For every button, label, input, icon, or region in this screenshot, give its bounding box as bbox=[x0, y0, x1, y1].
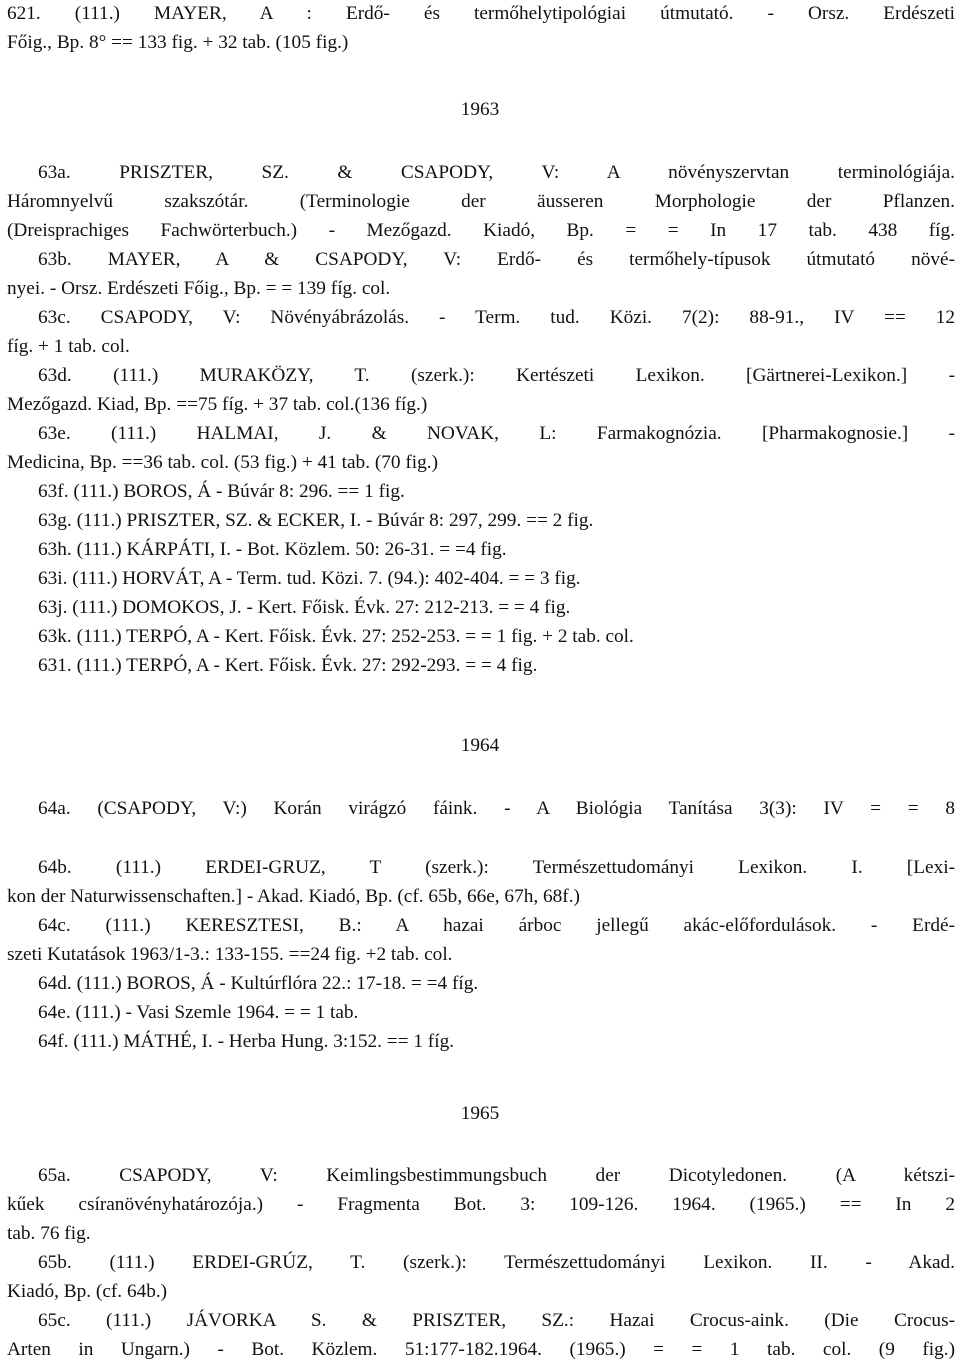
text-line: Arten in Ungarn.) - Bot. Közlem. 51:177-182.1964. (1965.) = = 1 tab. col. (9 fig.) bbox=[7, 1339, 955, 1360]
text-line: kűek csíranövényhatározója.) - Fragmenta Bot. 3: 109-126. 1964. (1965.) == In 2 bbox=[7, 1194, 955, 1215]
text-line: 64e. (111.) - Vasi Szemle 1964. = = 1 tab. bbox=[38, 1002, 359, 1023]
text-line: 65b. (111.) ERDEI-GRÚZ, T. (szerk.): Természettudományi Lexikon. II. - Akad. bbox=[38, 1252, 955, 1273]
year-heading: 1965 bbox=[460, 1103, 500, 1124]
text-line: 63e. (111.) HALMAI, J. & NOVAK, L: Farmakognózia. [Pharmakognosie.] - bbox=[38, 423, 955, 444]
text-line: 63h. (111.) KÁRPÁTI, I. - Bot. Közlem. 50: 26-31. = =4 fig. bbox=[38, 539, 507, 560]
text-line: fíg. + 1 tab. col. bbox=[7, 336, 130, 357]
text-line: 64f. (111.) MÁTHÉ, I. - Herba Hung. 3:152. == 1 fíg. bbox=[38, 1031, 455, 1052]
text-line: 63d. (111.) MURAKÖZY, T. (szerk.): Kertészeti Lexikon. [Gärtnerei-Lexikon.] - bbox=[38, 365, 955, 386]
text-line: 63i. (111.) HORVÁT, A - Term. tud. Közi. 7. (94.): 402-404. = = 3 fig. bbox=[38, 568, 581, 589]
text-line: Főig., Bp. 8° == 133 fig. + 32 tab. (105 fig.) bbox=[7, 32, 349, 53]
text-line: 63j. (111.) DOMOKOS, J. - Kert. Főisk. Évk. 27: 212-213. = = 4 fig. bbox=[38, 597, 571, 618]
text-line: 64b. (111.) ERDEI-GRUZ, T (szerk.): Természettudományi Lexikon. I. [Lexi- bbox=[38, 857, 955, 878]
text-line: 621. (111.) MAYER, A : Erdő- és termőhelytipológiai útmutató. - Orsz. Erdészeti bbox=[7, 3, 955, 24]
year-heading: 1964 bbox=[460, 735, 500, 756]
text-line: Medicina, Bp. ==36 tab. col. (53 fig.) + 41 tab. (70 fig.) bbox=[7, 452, 439, 473]
text-line: 64d. (111.) BOROS, Á - Kultúrflóra 22.: 17-18. = =4 fíg. bbox=[38, 973, 479, 994]
text-line: 63k. (111.) TERPÓ, A - Kert. Főisk. Évk. 27: 252-253. = = 1 fig. + 2 tab. col. bbox=[38, 626, 634, 647]
text-line: 64a. (CSAPODY, V:) Korán virágzó fáink. - A Biológia Tanítása 3(3): IV = = 8 bbox=[38, 798, 955, 819]
text-line: 65a. CSAPODY, V: Keimlingsbestimmungsbuch der Dicotyledonen. (A kétszi- bbox=[38, 1165, 955, 1186]
text-line: szeti Kutatások 1963/1-3.: 133-155. ==24 fig. +2 tab. col. bbox=[7, 944, 453, 965]
text-line: 63c. CSAPODY, V: Növényábrázolás. - Term. tud. Közi. 7(2): 88-91., IV == 12 bbox=[38, 307, 955, 328]
text-line: 63g. (111.) PRISZTER, SZ. & ECKER, I. - Búvár 8: 297, 299. == 2 fig. bbox=[38, 510, 594, 531]
text-line: 63f. (111.) BOROS, Á - Búvár 8: 296. == 1 fig. bbox=[38, 481, 405, 502]
year-heading: 1963 bbox=[460, 99, 500, 120]
text-line: 631. (111.) TERPÓ, A - Kert. Főisk. Évk. 27: 292-293. = = 4 fig. bbox=[38, 655, 538, 676]
text-line: tab. 76 fig. bbox=[7, 1223, 91, 1244]
text-line: Kiadó, Bp. (cf. 64b.) bbox=[7, 1281, 168, 1302]
text-line: 65c. (111.) JÁVORKA S. & PRISZTER, SZ.: Hazai Crocus-aink. (Die Crocus- bbox=[38, 1310, 955, 1331]
text-line: 63a. PRISZTER, SZ. & CSAPODY, V: A növényszervtan terminológiája. bbox=[38, 162, 955, 183]
text-line: (Dreisprachiges Fachwörterbuch.) - Mezőgazd. Kiadó, Bp. = = In 17 tab. 438 fíg. bbox=[7, 220, 955, 241]
text-line: 64c. (111.) KERESZTESI, B.: A hazai árboc jellegű akác-előfordulások. - Erdé- bbox=[38, 915, 955, 936]
text-line: kon der Naturwissenschaften.] - Akad. Kiadó, Bp. (cf. 65b, 66e, 67h, 68f.) bbox=[7, 886, 580, 907]
text-line: Mezőgazd. Kiad, Bp. ==75 fíg. + 37 tab. col.(136 fíg.) bbox=[7, 394, 428, 415]
text-line: 63b. MAYER, A & CSAPODY, V: Erdő- és termőhely-típusok útmutató növé- bbox=[38, 249, 955, 270]
text-line: Háromnyelvű szakszótár. (Terminologie der äusseren Morphologie der Pflanzen. bbox=[7, 191, 955, 212]
text-line: nyei. - Orsz. Erdészeti Főig., Bp. = = 139 fíg. col. bbox=[7, 278, 391, 299]
